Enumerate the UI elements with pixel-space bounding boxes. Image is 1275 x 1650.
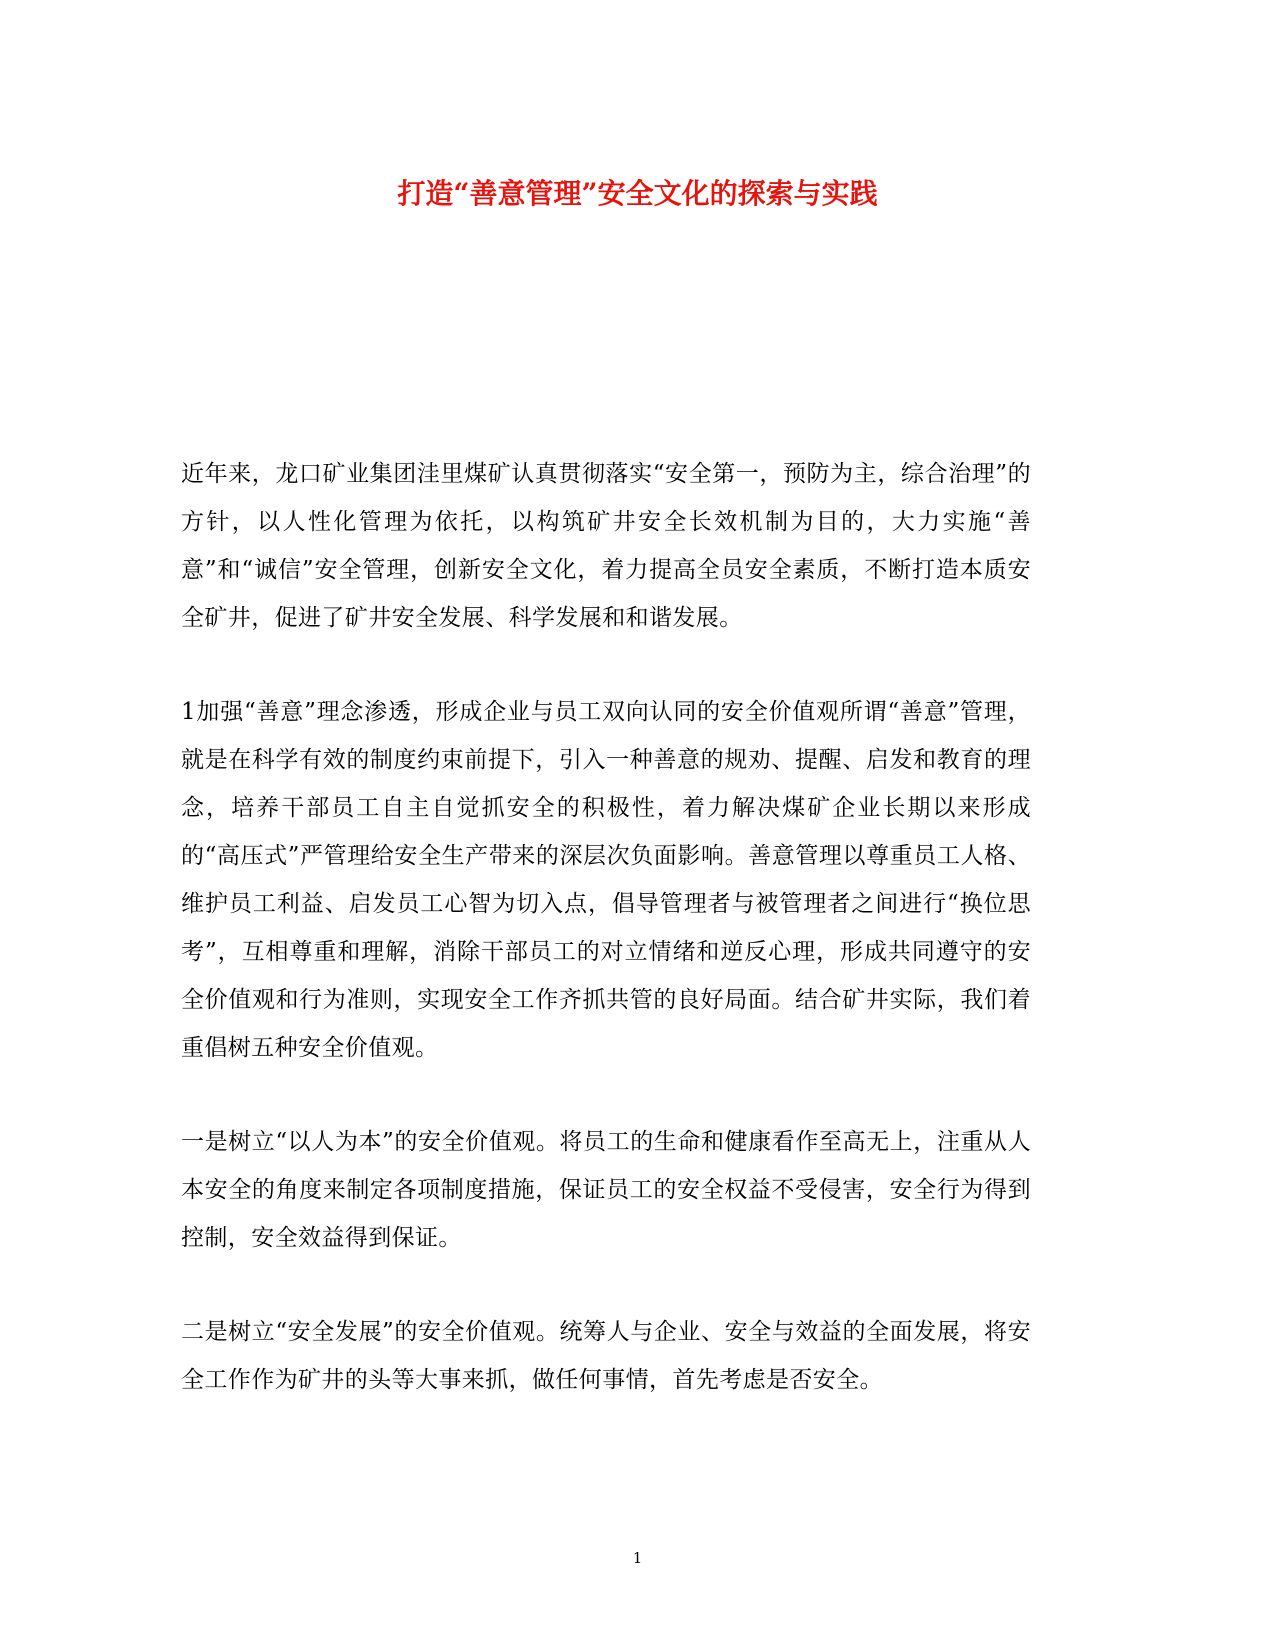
paragraph-value-1: 一是树立“以人为本”的安全价值观。将员工的生命和健康看作至高无上，注重从人本安全的角度来制定各项制度措施，保证员工的安全权益不受侵害，安全行为得到控制，安全效益得到保证。: [181, 1129, 1031, 1251]
paragraph-value-2: 二是树立“安全发展”的安全价值观。统筹人与企业、安全与效益的全面发展，将安全工作作为矿井的头等大事来抓，做任何事情，首先考虑是否安全。: [181, 1319, 1031, 1393]
page-number: 1: [632, 1549, 643, 1567]
paragraph-intro: 近年来，龙口矿业集团洼里煤矿认真贯彻落实“安全第一，预防为主，综合治理”的方针，以人性化管理为依托，以构筑矿井安全长效机制为目的，大力实施“善意”和“诚信”安全管理，创新安全文化，着力提高全员安全素质，不断打造本质安全矿井，促进了矿井安全发展、科学发展和和谐发展。: [181, 461, 1031, 631]
document-body: [181, 450, 1031, 1450]
paragraph-section-1: 1加强“善意”理念渗透，形成企业与员工双向认同的安全价值观所谓“善意”管理，就是在科学有效的制度约束前提下，引入一种善意的规劝、提醒、启发和教育的理念，培养干部员工自主自觉抓安全的积极性，着力解决煤矿企业长期以来形成的“高压式”严管理给安全生产带来的深层次负面影响。善意管理以尊重员工人格、维护员工利益、启发员工心智为切入点，倡导管理者与被管理者之间进行“换位思考”，互相尊重和理解，消除干部员工的对立情绪和逆反心理，形成共同遵守的安全价值观和行为准则，实现安全工作齐抓共管的良好局面。结合矿井实际，我们着重倡树五种安全价值观。: [181, 699, 1031, 1061]
document-title: 打造“善意管理”安全文化的探索与实践: [397, 177, 878, 210]
